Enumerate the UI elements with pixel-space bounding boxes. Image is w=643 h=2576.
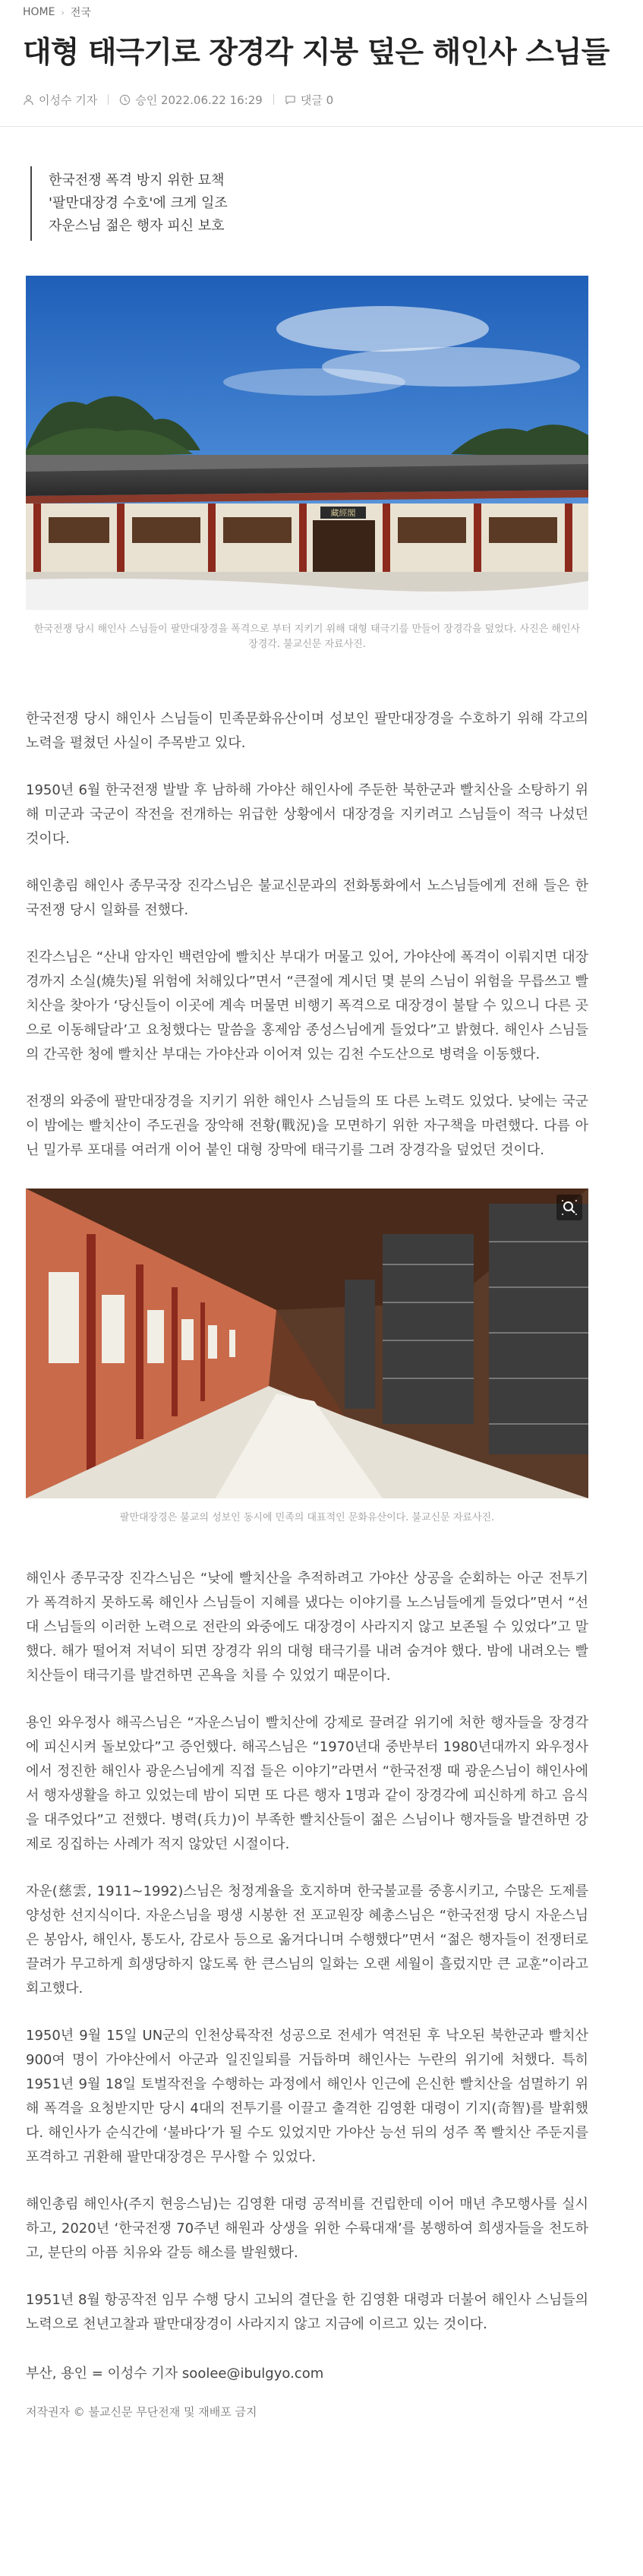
approved-info <box>119 92 263 108</box>
paragraph: 전쟁의 와중에 팔만대장경을 지키기 위한 해인사 스님들의 또 다른 노력도 있었다. 낮에는 국군이 밤에는 빨치산이 주도권을 장악해 전황(戰況)을 모면하기 위한 자구책을 마련했다. 다름 아닌 밀가루 포대를 여러개 이어 붙인 대형 장막에 태극기를 그려 장경각을 덮었던 것이다. <box>26 1094 588 1158</box>
tripitaka-storage-image <box>26 1189 588 1498</box>
paragraph: 한국전쟁 당시 해인사 스님들이 민족문화유산이며 성보인 팔만대장경을 수호하기 위해 각고의 노력을 펼쳤던 사실이 주목받고 있다. <box>26 711 588 751</box>
paragraph: 자운(慈雲, 1911~1992)스님은 청정계율을 호지하며 한국불교를 중흥시키고, 수많은 도제를 양성한 선지식이다. 자운스님을 평생 시봉한 전 포교원장 혜총스님은 “한국전쟁 당시 자운스님은 봉암사, 해인사, 통도사, 감로사 등으로 옮겨다니며 수행했다”면서 “젊은 행자들이 전쟁터로 끌려가 무고하게 희생당하지 않도록 한 큰스님의 일화는 오랜 세월이 흘렀지만 큰 교훈”이라고 회고했다. <box>26 1883 588 1997</box>
paragraph: 해인사 종무국장 진각스님은 “낮에 빨치산을 추적하려고 가야산 상공을 순회하는 아군 전투기가 폭격하지 못하도록 해인사 스님들이 지혜를 냈다는 이야기를 노스님들에게 들었다”면서 “선대 스님들의 이러한 노력으로 전란의 와중에도 대장경이 사라지지 않고 보존될 수 있었다”고 말했다. 해가 떨어져 저녁이 되면 장경각 위의 대형 태극기를 내려 숨겨야 했다. 밤에 내려오는 빨치산들이 태극기를 발견하면 곤욕을 치를 수 있었기 때문이다. <box>26 1571 588 1684</box>
author-name[interactable]: 이성수 기자 <box>39 93 98 107</box>
zoom-button[interactable] <box>556 1195 582 1220</box>
subheading: 한국전쟁 폭격 방지 위한 묘책 <box>49 172 225 188</box>
byline-author: 부산, 용인 = 이성수 기자 <box>26 2366 178 2382</box>
paragraph: 1950년 6월 한국전쟁 발발 후 남하해 가야산 해인사에 주둔한 북한군과 빨치산을 소탕하기 위해 미군과 국군이 작전을 전개하는 위급한 상황에서 대장경을 지키려고 스님들이 적극 나섰던 것이다. <box>26 782 588 847</box>
byline-email-link[interactable]: soolee@ibulgyo.com <box>181 2366 324 2382</box>
header-divider <box>0 126 643 127</box>
photo-tripitaka-storage <box>26 1189 588 1526</box>
article-byline <box>26 2363 643 2382</box>
subheading: '팔만대장경 수호'에 크게 일조 <box>49 195 228 211</box>
paragraph: 1950년 9월 15일 UN군의 인천상륙작전 성공으로 전세가 역전된 후 낙오된 북한군과 빨치산 900여 명이 가야산에서 아군과 일진일퇴를 거듭하며 해인사는 누란의 위기에 처했다. 특히 1951년 9월 18일 토벌작전을 수행하는 과정에서 해인사 인근에 은신한 빨치산을 섬멸하기 위해 폭격을 요청받지만 당시 4대의 전투기를 이끌고 출격한 김영환 대령이 기지(奇智)를 발휘했다. 해인사가 순식간에 ‘불바다’가 될 수도 있었지만 가야산 능선 뒤의 성주 쪽 빨치산 주둔지를 포격하고 귀환해 팔만대장경은 무사할 수 있었다. <box>26 2028 588 2165</box>
paragraph: 해인총림 해인사(주지 현응스님)는 김영환 대령 공적비를 건립한데 이어 매년 추모행사를 실시하고, 2020년 ‘한국전쟁 70주년 해원과 상생을 위한 수륙대재’를 봉행하여 희생자들을 천도하고, 분단의 아픔 치유와 갈등 해소를 발원했다. <box>26 2196 588 2261</box>
paragraph: 진각스님은 “산내 암자인 백련암에 빨치산 부대가 머물고 있어, 가야산에 폭격이 이뤄지면 대장경까지 소실(燒失)될 위험에 처해있다”면서 “큰절에 계시던 몇 분의 스님이 위험을 무릅쓰고 빨치산을 찾아가 ‘당신들이 이곳에 계속 머물면 비행기 폭격으로 대장경이 불탈 수 있으니 다른 곳으로 이동해달라’고 요청했다는 말씀을 홍제암 종성스님에게 들었다”고 밝혔다. 해인사 스님들의 간곡한 청에 빨치산 부대는 가야산과 이어져 있는 김천 수도산으로 병력을 이동했다. <box>26 949 588 1062</box>
hall-signboard: 藏經閣 <box>330 508 356 518</box>
paragraph: 해인총림 해인사 종무국장 진각스님은 불교신문과의 전화통화에서 노스님들에게 전해 들은 한국전쟁 당시 일화를 전했다. <box>26 878 588 918</box>
subheadings <box>30 166 643 241</box>
comment-icon <box>285 94 296 106</box>
photo-caption: 한국전쟁 당시 해인사 스님들이 팔만대장경을 폭격으로 부터 지키기 위해 대형 태극기를 만들어 장경각을 덮었다. 사진은 해인사 장경각. 불교신문 자료사진. <box>33 623 581 650</box>
subheading: 자운스님 젊은 행자 피신 보호 <box>49 218 225 234</box>
photo-caption: 팔만대장경은 불교의 성보인 동시에 민족의 대표적인 문화유산이다. 불교신문 자료사진. <box>119 1512 495 1523</box>
article-title: 대형 태극기로 장경각 지붕 덮은 해인사 스님들 <box>23 36 610 70</box>
copyright-notice: 저작권자 © 불교신문 무단전재 및 재배포 금지 <box>26 2405 257 2419</box>
article-body-a <box>26 707 588 1163</box>
author-info <box>23 92 97 108</box>
paragraph: 1951년 8월 항공작전 임무 수행 당시 고뇌의 결단을 한 김영환 대령과 더불어 해인사 스님들의 노력으로 천년고찰과 팔만대장경이 사라지지 않고 지금에 이르고 있는 것이다. <box>26 2292 588 2332</box>
article-meta <box>23 90 613 109</box>
photo-janggyeonggak <box>26 276 588 652</box>
chevron-right-icon: › <box>61 7 65 17</box>
meta-divider <box>273 94 274 105</box>
breadcrumb-section[interactable]: 전국 <box>70 7 91 19</box>
janggyeonggak-image <box>26 276 588 610</box>
article-body-b <box>26 1567 588 2337</box>
approved-time: 승인 2022.06.22 16:29 <box>135 93 263 107</box>
meta-divider <box>108 94 109 105</box>
paragraph: 용인 와우정사 해곡스님은 “자운스님이 빨치산에 강제로 끌려갈 위기에 처한 행자들을 장경각에 피신시켜 돌보았다”고 증언했다. 해곡스님은 “1970년대 중반부터 1980년대까지 와우정사에서 정진한 해인사 광운스님에게 직접 들은 이야기”라면서 “한국전쟁 때 광운스님이 해인사에서 행자생활을 하고 있었는데 밤이 되면 또 다른 행자 1명과 같이 장경각에 피신하게 하고 음식을 대주었다”고 전했다. 병력(兵力)이 부족한 빨치산들이 젊은 스님이나 행자들을 발견하면 강제로 징집하는 사례가 적지 않았던 시절이다. <box>26 1715 588 1852</box>
clock-icon <box>119 94 131 106</box>
breadcrumb <box>23 0 613 20</box>
breadcrumb-home[interactable]: HOME <box>23 6 55 18</box>
comments-count[interactable]: 댓글 0 <box>300 93 334 107</box>
comments-info[interactable] <box>285 92 333 108</box>
magnify-icon <box>562 1200 577 1215</box>
user-icon <box>23 94 34 106</box>
